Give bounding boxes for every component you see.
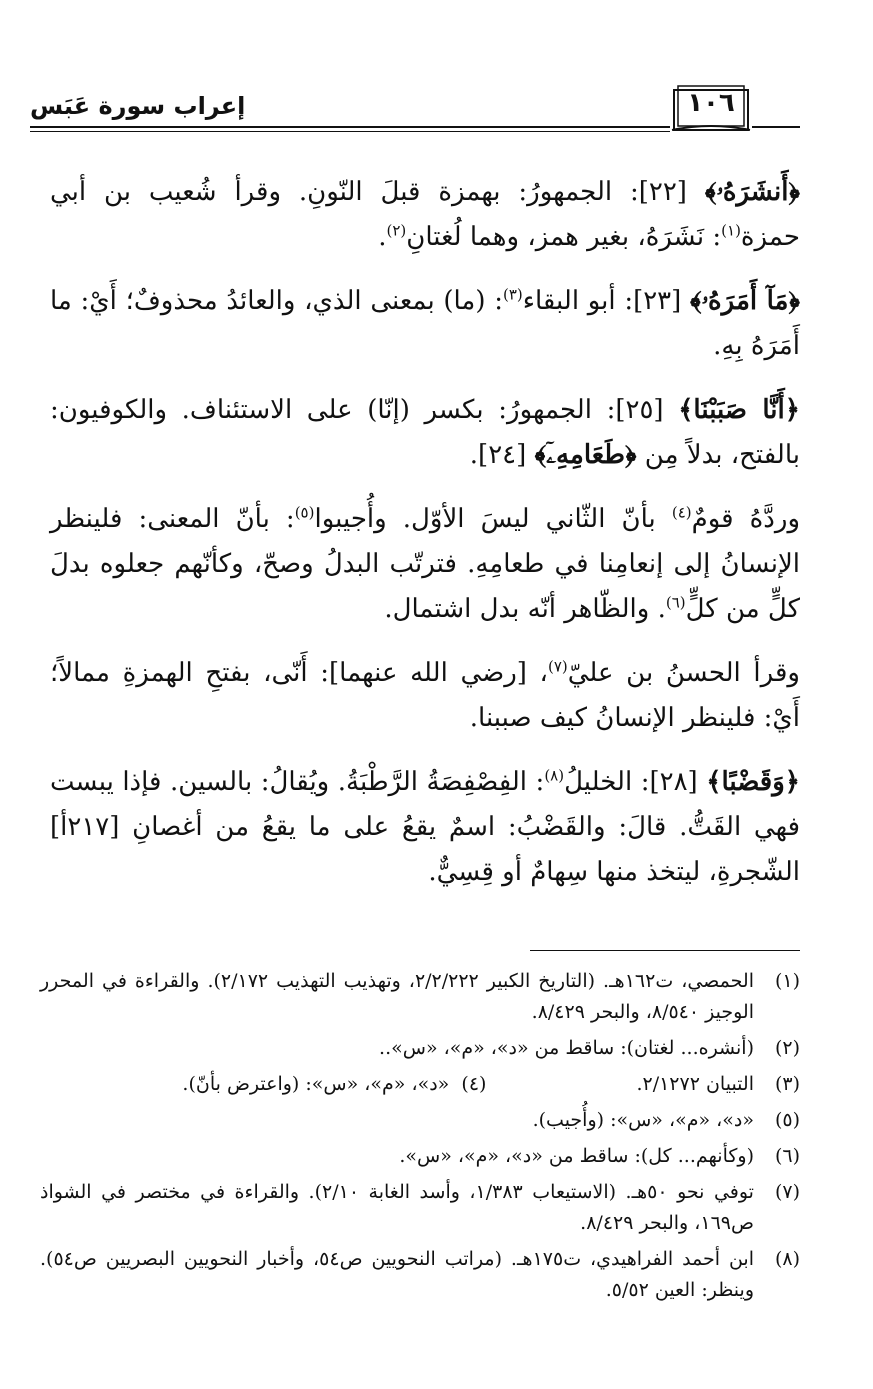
paragraph-qadban xyxy=(50,760,800,895)
footnote-text: (أنشره... لغتان): ساقط من «د»، «م»، «س».. xyxy=(379,1037,754,1059)
footnote-3-4 xyxy=(40,1069,800,1100)
running-title: إعراب سورة عَبَس xyxy=(30,92,246,120)
paragraph-ma-amarahu xyxy=(50,279,800,369)
paragraph-text: . xyxy=(378,222,387,252)
footnote-ref: (١) xyxy=(721,221,741,240)
paragraph-text: [٢٤]. xyxy=(469,440,535,470)
footnote-number: (٨) xyxy=(774,1248,800,1270)
footnote-number: (١) xyxy=(774,970,800,992)
footnote-ref: (٢) xyxy=(386,221,407,240)
paragraph-text: [٢٨]: الخليلُ xyxy=(564,767,707,797)
paragraph-text: : بأنّ المعنى: فلينظر الإنسانُ إلى إنعامِنا في طعامِهِ. فترتّب البدلُ وصحّ، وكأنّهم جعلوه بدلَ كلٍّ من كلٍّ xyxy=(50,504,800,624)
footnote-number: (٧) xyxy=(774,1181,800,1203)
footnote-5 xyxy=(40,1105,800,1136)
quran-citation: ﴿طَعَامِهِۦٓ﴾ xyxy=(534,440,637,470)
quran-citation: ﴿أَنشَرَهُۥ﴾ xyxy=(704,177,800,207)
paragraph-text: [٢٢]: الجمهورُ: بهمزة قبلَ النّونِ. وقرأ شُعيب بن أبي حمزة xyxy=(50,177,800,252)
footnote-1 xyxy=(40,966,800,1028)
paragraph-text: وقرأ الحسنُ بن عليّ xyxy=(567,658,800,688)
footnote-text: توفي نحو ٥٠هـ. (الاستيعاب ١/٣٨٣، وأسد الغابة ٢/١٠). والقراءة في مختصر في الشواذ ص١٦٩، والبحر ٨/٤٢٩. xyxy=(40,1181,754,1234)
paragraph-anshara xyxy=(50,170,800,260)
header-rule xyxy=(30,126,670,128)
footnote-number: (٦) xyxy=(774,1145,800,1167)
paragraph-anna-sababna xyxy=(50,388,800,478)
footnote-number: (٥) xyxy=(774,1109,800,1131)
footnote-text: ابن أحمد الفراهيدي، ت١٧٥هـ. (مراتب النحويين ص٥٤، وأخبار النحويين البصريين ص٥٤). وينظر: العين ٥/٥٢. xyxy=(40,1248,754,1301)
paragraph-text: : (ما) بمعنى الذي، والعائدُ محذوفٌ؛ أَيْ: ما أَمَرَهُ بِهِ. xyxy=(50,286,800,361)
paragraph-hasan xyxy=(50,651,800,741)
paragraph-text: [٢٣]: أبو البقاء xyxy=(522,286,690,316)
footnote-ref: (٨) xyxy=(544,766,565,785)
footnote-ref: (٦) xyxy=(665,593,686,612)
page-number: ١٠٦ xyxy=(687,88,735,118)
page-number-frame xyxy=(670,78,752,134)
paragraph-text: . والظّاهر أنّه بدل اشتمال. xyxy=(384,594,666,624)
quran-citation: ﴿أَنَّا صَبَبْنَا﴾ xyxy=(678,395,800,425)
header-rule-thin xyxy=(30,131,670,132)
quran-citation: ﴿وَقَضْبًا﴾ xyxy=(706,767,800,797)
paragraph-text: [٢٥]: الجمهورُ: بكسر (إنّا) على الاستئناف. والكوفيون: بالفتح، بدلاً مِن xyxy=(50,395,800,470)
footnote-ref: (٧) xyxy=(547,657,568,676)
footnote-text: (وكأنهم... كل): ساقط من «د»، «م»، «س». xyxy=(399,1145,754,1167)
footnote-2 xyxy=(40,1033,800,1064)
main-text xyxy=(50,170,800,914)
paragraph-text: ، [رضي الله عنهما]: أَنّى، بفتحِ الهمزةِ ممالاً؛ أَيْ: فلينظر الإنسانُ كيف صببنا. xyxy=(50,658,800,733)
footnote-number: (٣) xyxy=(774,1073,800,1095)
footnote-separator xyxy=(530,950,800,951)
paragraph-text: بأنّ الثّاني ليسَ الأوّل. وأُجيبوا xyxy=(314,504,672,534)
footnote-ref: (٣) xyxy=(502,285,523,304)
footnote-7 xyxy=(40,1177,800,1239)
paragraph-text: : الفِصْفِصَةُ الرَّطْبَةُ. ويُقالُ: بالسين. فإذا يبست فهي القَتُّ. قالَ: والقَضْبُ: اسمٌ يقعُ على ما يقعُ من أغصانِ [٢١٧أ] الشّجرةِ، ليتخذ منها سِهامٌ أو قِسِيٌّ. xyxy=(50,767,800,887)
quran-citation: ﴿مَآ أَمَرَهُۥ﴾ xyxy=(690,286,800,316)
footnote-text: التبيان ٢/١٢٧٢. xyxy=(636,1073,754,1095)
footnote-text: الحمصي، ت١٦٢هـ. (التاريخ الكبير ٢/٢/٢٢٢، وتهذيب التهذيب ٢/١٧٢). والقراءة في المحرر الوجيز ٨/٥٤٠، والبحر ٨/٤٢٩. xyxy=(40,970,754,1023)
footnote-text: «د»، «م»، «س»: (واعترض بأنّ). xyxy=(182,1073,450,1095)
footnote-inline-pair xyxy=(40,1069,754,1100)
footnote-4 xyxy=(182,1069,486,1100)
paragraph-text: وردَّهُ قومٌ xyxy=(691,504,800,534)
footnote-number: (٤) xyxy=(461,1073,487,1095)
footnote-6 xyxy=(40,1141,800,1172)
footnote-text: «د»، «م»، «س»: (وأُجيب). xyxy=(532,1109,754,1131)
paragraph-text: : نَشَرَهُ، بغير همز، وهما لُغتانِ xyxy=(406,222,722,252)
header-rule-right xyxy=(752,126,800,128)
footnote-number: (٢) xyxy=(774,1037,800,1059)
page-header xyxy=(30,78,800,134)
footnote-ref: (٤) xyxy=(671,503,692,522)
footnote-8 xyxy=(40,1244,800,1306)
footnotes xyxy=(40,966,800,1311)
footnote-ref: (٥) xyxy=(294,503,315,522)
paragraph-raddahu xyxy=(50,497,800,632)
